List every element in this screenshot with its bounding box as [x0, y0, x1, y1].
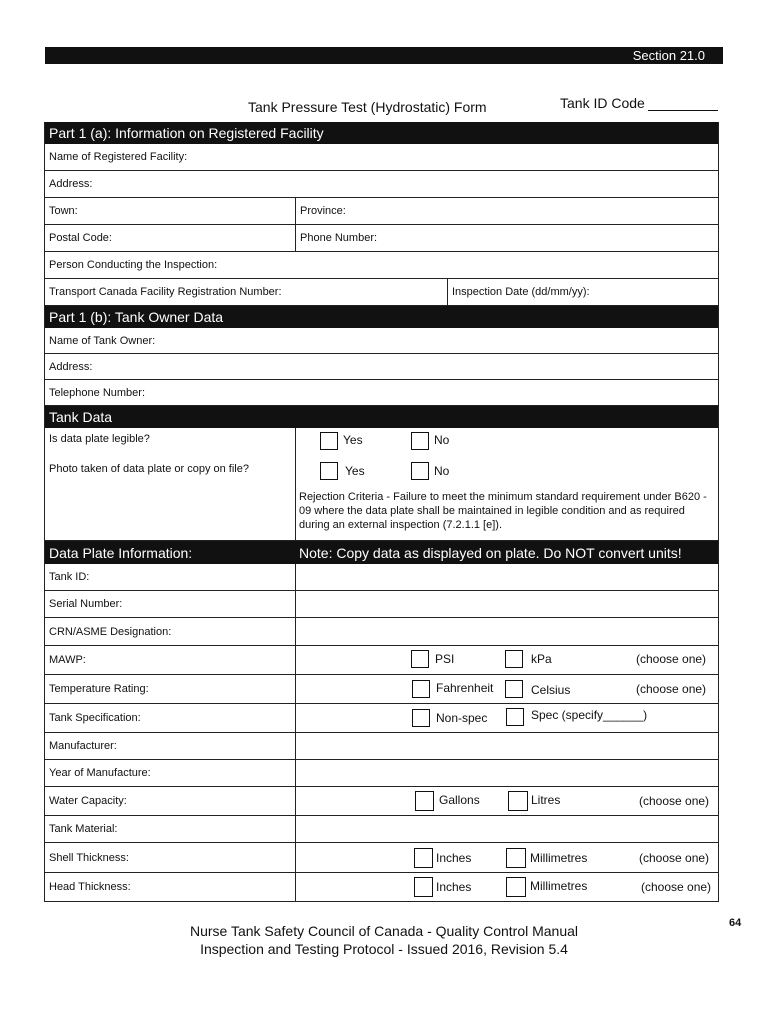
part1a-header: Part 1 (a): Information on Registered Facility — [45, 122, 718, 144]
celsius-label: Celsius — [531, 683, 571, 697]
photo-taken-no-label: No — [434, 464, 450, 478]
tank-id-label: Tank ID: — [49, 571, 90, 583]
plate-legible-no-checkbox[interactable] — [411, 432, 429, 450]
shell-inches-checkbox[interactable] — [414, 848, 433, 868]
tank-id-code-field[interactable] — [648, 96, 718, 111]
tank-id-code — [560, 95, 718, 111]
head-mm-label: Millimetres — [530, 879, 588, 893]
plate-row-tank-id — [45, 564, 718, 591]
tank-id-code-label: Tank ID Code — [560, 95, 645, 111]
section-bar — [45, 47, 723, 64]
plate-legible-no-label: No — [434, 433, 450, 447]
temperature-label: Temperature Rating: — [49, 683, 149, 695]
manufacturer-label: Manufacturer: — [49, 740, 117, 752]
plate-row-spec — [45, 704, 718, 733]
facility-address-row[interactable] — [45, 171, 718, 198]
shell-thickness-label: Shell Thickness: — [49, 851, 129, 864]
footer — [0, 922, 768, 958]
shell-inches-label: Inches — [436, 851, 472, 865]
head-inches-label: Inches — [436, 880, 472, 894]
plate-legible-yes-checkbox[interactable] — [320, 432, 338, 450]
inspection-form — [44, 122, 719, 902]
shell-mm-checkbox[interactable] — [506, 848, 526, 868]
data-plate-header: Data Plate Information: Note: Copy data as displayed on plate. Do NOT convert units! — [45, 541, 718, 564]
owner-address-row[interactable] — [45, 354, 718, 380]
shell-mm-label: Millimetres — [530, 851, 588, 865]
gallons-label: Gallons — [439, 793, 480, 807]
manufacturer-field[interactable] — [295, 733, 718, 759]
head-inches-checkbox[interactable] — [414, 877, 433, 897]
plate-row-serial — [45, 591, 718, 618]
head-choose-one: (choose one) — [641, 880, 712, 894]
kpa-label: kPa — [531, 652, 552, 666]
celsius-checkbox[interactable] — [505, 680, 523, 698]
footer-line-1: Nurse Tank Safety Council of Canada - Quality Control Manual — [189, 923, 579, 939]
mawp-label: MAWP: — [49, 654, 86, 666]
plate-row-mawp — [45, 646, 718, 675]
town-field[interactable]: Town: — [49, 205, 78, 217]
data-plate-note: Note: Copy data as displayed on plate. Do NOT convert units! — [299, 545, 682, 561]
q-plate-legible: Is data plate legible? — [49, 433, 150, 445]
psi-label: PSI — [435, 652, 455, 666]
photo-taken-yes-label: Yes — [345, 464, 365, 478]
plate-legible-yes-label: Yes — [343, 433, 363, 447]
tank-spec-label: Tank Specification: — [49, 712, 141, 724]
facility-name-row[interactable] — [45, 144, 718, 171]
spec-specify-label: Spec (specify______) — [531, 708, 648, 722]
form-title: Tank Pressure Test (Hydrostatic) Form — [248, 99, 487, 115]
plate-row-shell — [45, 843, 718, 873]
plate-row-manufacturer — [45, 733, 718, 760]
footer-line-2: Inspection and Testing Protocol - Issued 2016, Revision 5.4 — [200, 941, 568, 957]
facility-address-label: Address: — [49, 178, 93, 190]
plate-row-material — [45, 816, 718, 843]
phone-number-field[interactable]: Phone Number: — [295, 225, 718, 251]
owner-name-row[interactable] — [45, 328, 718, 354]
tank-material-label: Tank Material: — [49, 823, 118, 835]
postal-code-field[interactable]: Postal Code: — [49, 232, 112, 244]
plate-row-water — [45, 787, 718, 816]
plate-row-crn — [45, 618, 718, 646]
head-thickness-label: Head Thickness: — [49, 881, 131, 893]
litres-checkbox[interactable] — [508, 791, 528, 811]
owner-telephone-label: Telephone Number: — [49, 386, 146, 399]
tank-material-field[interactable] — [295, 816, 718, 842]
q-photo-taken: Photo taken of data plate or copy on file? — [49, 463, 249, 475]
registration-date-row — [45, 279, 718, 306]
rejection-criteria: Rejection Criteria - Failure to meet the minimum standard requirement under B620 - 09 where the data plate shall be maintained in legible condition and as required during an external inspection (7.2.1.1 [e]). — [299, 491, 707, 531]
inspector-row[interactable] — [45, 252, 718, 279]
water-capacity-label: Water Capacity: — [49, 795, 127, 807]
fahrenheit-checkbox[interactable] — [412, 680, 430, 698]
tc-registration-field[interactable]: Transport Canada Facility Registration Number: — [49, 286, 282, 298]
plate-row-head — [45, 873, 718, 901]
year-label: Year of Manufacture: — [49, 767, 151, 779]
temp-choose-one: (choose one) — [636, 682, 707, 696]
province-field[interactable]: Province: — [295, 198, 718, 224]
head-mm-checkbox[interactable] — [506, 877, 526, 897]
psi-checkbox[interactable] — [411, 650, 429, 668]
fahrenheit-label: Fahrenheit — [436, 681, 494, 695]
crn-field[interactable] — [295, 618, 718, 645]
town-province-row — [45, 198, 718, 225]
plate-row-temp — [45, 675, 718, 704]
tank-id-field[interactable] — [295, 564, 718, 590]
shell-choose-one: (choose one) — [639, 851, 710, 865]
postal-phone-row — [45, 225, 718, 252]
section-label: Section 21.0 — [632, 48, 705, 63]
tank-data-block — [45, 428, 718, 541]
year-field[interactable] — [295, 760, 718, 786]
nonspec-label: Non-spec — [436, 711, 488, 725]
owner-address-label: Address: — [49, 360, 93, 373]
nonspec-checkbox[interactable] — [412, 709, 430, 727]
page-number: 64 — [729, 917, 742, 929]
facility-name-label: Name of Registered Facility: — [49, 151, 188, 163]
inspection-date-field[interactable]: Inspection Date (dd/mm/yy): — [447, 279, 718, 305]
photo-taken-yes-checkbox[interactable] — [320, 462, 338, 480]
crn-label: CRN/ASME Designation: — [49, 625, 172, 638]
inspector-label: Person Conducting the Inspection: — [49, 259, 218, 271]
serial-number-label: Serial Number: — [49, 598, 123, 610]
kpa-checkbox[interactable] — [505, 650, 523, 668]
mawp-choose-one: (choose one) — [636, 652, 707, 666]
serial-number-field[interactable] — [295, 591, 718, 617]
tank-data-header: Tank Data — [45, 406, 718, 428]
litres-label: Litres — [531, 793, 561, 807]
part1b-header: Part 1 (b): Tank Owner Data — [45, 306, 718, 328]
plate-row-year — [45, 760, 718, 787]
owner-telephone-row[interactable] — [45, 380, 718, 406]
spec-checkbox[interactable] — [506, 708, 524, 726]
water-choose-one: (choose one) — [639, 794, 710, 808]
photo-taken-no-checkbox[interactable] — [411, 462, 429, 480]
owner-name-label: Name of Tank Owner: — [49, 334, 156, 347]
gallons-checkbox[interactable] — [415, 791, 434, 811]
